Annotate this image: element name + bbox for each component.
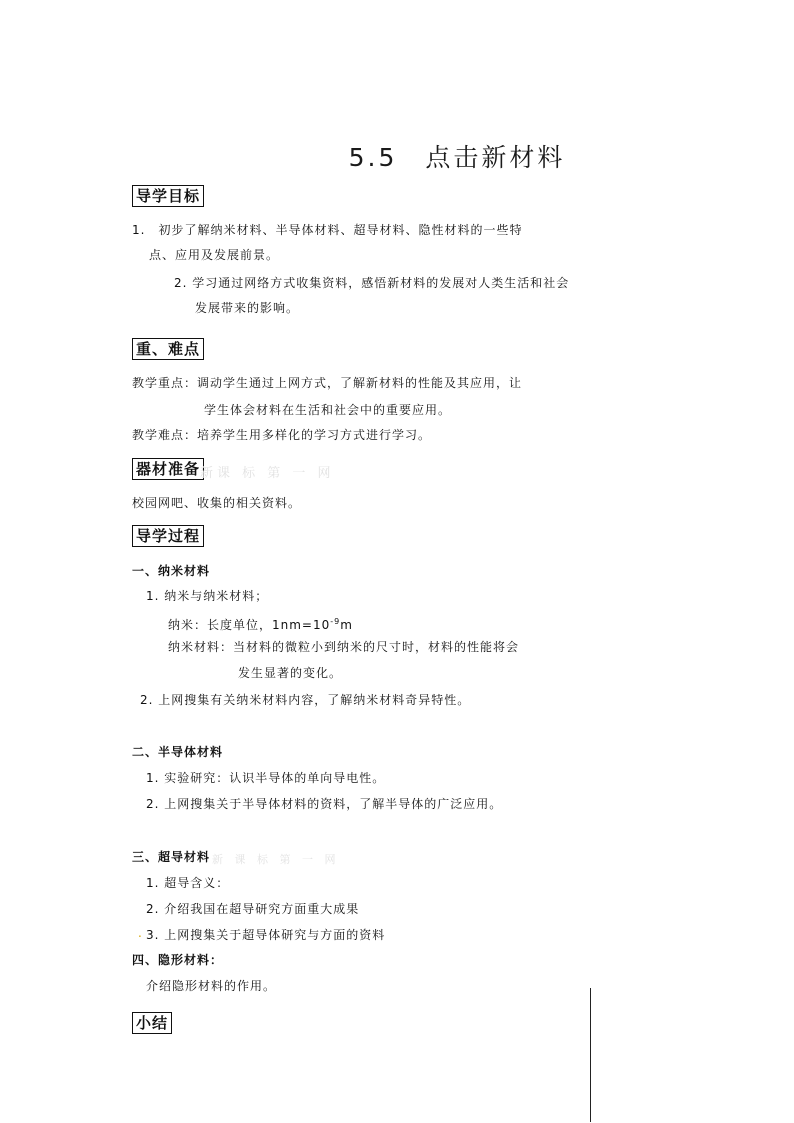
nano-definition-2-line-1: 纳米材料：当材料的微粒小到纳米的尺寸时，材料的性能将会 (168, 640, 520, 654)
watermark-text-2: 新 课 标 第 一 网 (212, 853, 340, 866)
difficulty-line: 教学难点：培养学生用多样化的学习方式进行学习。 (132, 428, 432, 442)
nano-definition-1-text: 纳米：长度单位，1nm=10 (168, 618, 331, 632)
super-title: 三、超导材料 (132, 850, 211, 864)
nano-definition-1 (168, 615, 353, 632)
semi-item-2: 2. 上网搜集关于半导体材料的资料，了解半导体的广泛应用。 (146, 797, 503, 811)
margin-rule-line (590, 988, 591, 1122)
section-heading-key-points: 重、难点 (132, 338, 204, 360)
section-heading-summary: 小结 (132, 1012, 172, 1034)
stealth-title: 四、隐形材料： (132, 953, 224, 967)
page-title: 5.5 点击新材料 (348, 143, 566, 172)
nano-definition-1-exponent: -9 (330, 617, 341, 626)
nano-definition-2-line-2: 发生显著的变化。 (238, 666, 343, 680)
section-heading-process: 导学过程 (132, 525, 204, 547)
watermark-text: 新课 标 第 一 网 (200, 466, 335, 481)
goal-item-1-line-2: 点、应用及发展前景。 (149, 248, 280, 262)
decorative-dot: . (138, 926, 142, 940)
stealth-text: 介绍隐形材料的作用。 (146, 979, 277, 993)
super-item-3: 3. 上网搜集关于超导体研究与方面的资料 (146, 928, 386, 942)
materials-text: 校园网吧、收集的相关资料。 (132, 496, 302, 510)
semi-title: 二、半导体材料 (132, 745, 224, 759)
super-item-2: 2. 介绍我国在超导研究方面重大成果 (146, 902, 360, 916)
nano-item-2: 2. 上网搜集有关纳米材料内容，了解纳米材料奇异特性。 (140, 693, 471, 707)
focus-line-2: 学生体会材料在生活和社会中的重要应用。 (204, 403, 452, 417)
nano-definition-1-unit: m (340, 618, 353, 632)
nano-title: 一、纳米材料 (132, 564, 211, 578)
goal-item-1-line-1: 1. 初步了解纳米材料、半导体材料、超导材料、隐性材料的一些特 (132, 223, 523, 237)
section-heading-goals: 导学目标 (132, 185, 204, 207)
super-item-1: 1. 超导含义： (146, 876, 230, 890)
nano-item-1: 1. 纳米与纳米材料； (146, 589, 269, 603)
section-heading-materials: 器材准备 (132, 458, 204, 480)
semi-item-1: 1. 实验研究：认识半导体的单向导电性。 (146, 771, 386, 785)
goal-item-2-line-1: 2. 学习通过网络方式收集资料，感悟新材料的发展对人类生活和社会 (174, 276, 570, 290)
goal-item-2-line-2: 发展带来的影响。 (195, 301, 300, 315)
focus-line-1: 教学重点：调动学生通过上网方式，了解新材料的性能及其应用，让 (132, 376, 523, 390)
